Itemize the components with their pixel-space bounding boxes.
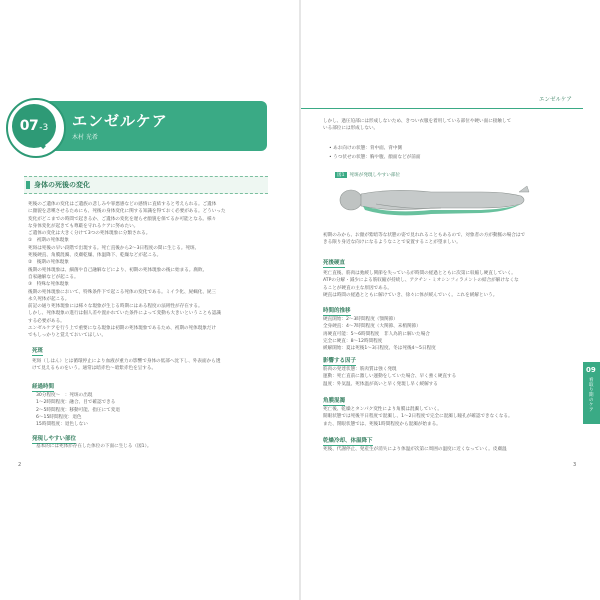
- section-marker-icon: [26, 181, 30, 189]
- text-line: 前記の通り死体現象には様々な現象が生じる時期にはある程度の法則性が存在する。: [28, 304, 203, 310]
- bullet-text: あお向けの状態：背中面、背中側: [333, 146, 403, 151]
- text-line: 死後のご遺体の変化はご遺族の悲しみや罪悪感などの感情に直結すると考えられる。ご遺体: [28, 202, 217, 207]
- text-line: 死後、代謝停止、発産生が消失により体温が次第に周囲の温度に近くなっていく。皮膚温: [323, 447, 507, 452]
- text-line: 後期の死体現象において、特殊条件下で起こる死体の変化である。ミイラ化、屍蝋化、屍三: [28, 289, 217, 295]
- text-line: 30分程度～ ：死斑の出現: [36, 393, 93, 398]
- text-line: 後期の死体現象は、細菌や自己融解などにより、初期の死体現象の後に始まる。腐敗、: [28, 267, 208, 273]
- chapter-badge: [12, 104, 56, 148]
- supine-body-figure: [331, 178, 531, 228]
- text-line: 2～5時間程度：移動可能、指圧にて変退: [36, 407, 120, 413]
- text-line: 硬直開始：2～3時間程度（顎関節）: [323, 317, 398, 322]
- text-line: ることが硬直の主な原因である。: [323, 285, 392, 291]
- text-line: 死亡直後、筋肉は弛緩し関節を失っているが時間の経過とともに次第に収縮し硬直していく。: [323, 271, 516, 276]
- text-line: エンゼルケアを行う上で重要になる現象は初期の死体現象であるため、初期の死体現象だけ: [28, 326, 217, 332]
- text-line: いる部位には形成しない。: [323, 126, 379, 132]
- body-torso: [361, 190, 524, 209]
- text-line: する必要がある。: [28, 318, 65, 324]
- text-line: 運動：死亡直前に激しい運動をしていた場合、早く強く硬直する: [323, 374, 457, 380]
- chapter-subnumber: -3: [39, 123, 49, 133]
- text-line: 全身硬直：4～7時間程度（大関節、末梢関節）: [323, 324, 421, 330]
- time-course-list: [323, 316, 436, 352]
- section-heading: [24, 176, 268, 194]
- text-line: 死斑（しはん）とは循環停止により血液が重力の影響で身体の低部へ沈下し、外表面から透: [32, 359, 221, 364]
- text-line: 死後硬直、角膜混濁、皮膚乾燥、体温降下、乾燥などが起こる。: [28, 253, 162, 259]
- site-heading: 発現しやすい部位: [32, 436, 77, 442]
- page-number-left: 2: [18, 462, 22, 468]
- site-paragraph: 基本的には死体が存在した体位の下面に生じる（図1）。: [36, 444, 152, 449]
- rigor-paragraph: [323, 270, 519, 299]
- text-line: ご遺体の変化は大きく分けて3つの死体現象に分類される。: [28, 231, 151, 237]
- chapter-number: 07: [19, 118, 39, 134]
- bullet-item: • あお向けの状態：背中面、背中側: [329, 146, 403, 151]
- text-line: 永久死体が起こる。: [28, 296, 70, 302]
- figure-caption: 死斑が発現しやすい部位: [349, 173, 401, 178]
- cooling-heading: 乾燥冷却、体温降下: [323, 438, 373, 444]
- text-line: 筋肉の発達状態：筋肉質は強く発現: [323, 367, 397, 372]
- text-line: しかし、過圧迫部には形成しないため、きつい衣服を着用している部位や硬い面に接触して: [323, 119, 512, 124]
- text-line: 15時間程度：退色しない: [36, 422, 88, 428]
- text-line: 死亡後、乾燥とタンパク変性により角膜は混濁していく。: [323, 407, 443, 412]
- chapter-side-tab: [583, 362, 600, 424]
- elapsed-time-heading: 経過時間: [32, 384, 55, 390]
- side-tab-label: 看取り期のケア: [589, 378, 594, 413]
- rigor-heading: 死後硬直: [323, 260, 346, 266]
- factors-heading: 影響する因子: [323, 358, 357, 364]
- running-head-rule: [301, 108, 583, 109]
- text-line: な身体変化が起きても尊厳を守れるケアに努めたい。: [28, 223, 139, 229]
- figure-badge: 図1: [337, 173, 345, 178]
- chapter-author: 木村 光希: [72, 134, 98, 141]
- text-line: 緩解開始：夏は死後1～3日程度、冬は死後4～5日程度: [323, 346, 436, 352]
- text-line: 再硬直可能：5～6時間程度 非人為的に解いた場合: [323, 331, 430, 337]
- text-line: ① 初期の死体現象: [28, 238, 69, 244]
- chapter-title: エンゼルケア: [72, 112, 168, 130]
- time-course-heading: 時間的推移: [323, 308, 351, 314]
- body-feet: [519, 186, 529, 192]
- text-line: 変化がどこまでの時間で起きるか、ご遺体の変化を遅らせ顔貌を保てるか可能となる。様々: [28, 216, 217, 222]
- text-line: 死斑は死後の早い段階で出現する。死亡直後から2～3日程度の間に生じる。死斑、: [28, 245, 200, 251]
- text-line: ATPの分解・減少による筋収縮が持続し、アクチン・ミオシンフィラメントの結合が解けなくな: [323, 278, 519, 284]
- text-line: 自家融解などが起こる。: [28, 274, 79, 280]
- shihan-paragraph: [32, 358, 220, 373]
- figure-paragraph: [323, 232, 525, 247]
- right-page: [301, 0, 600, 600]
- text-line: ③ 特殊な死体現象: [28, 282, 69, 288]
- section-heading-text: 身体の死後の変化: [34, 181, 90, 189]
- running-head: エンゼルケア: [539, 97, 572, 103]
- text-line: ② 後期の死体現象: [28, 260, 69, 266]
- text-line: けて見えるものをいう。通常は暗赤色～暗紫赤色を呈する。: [32, 366, 157, 372]
- text-line: また、閉眼状態では、死後1時間程度から混濁が始まる。: [323, 421, 441, 427]
- left-page: [0, 0, 299, 600]
- elapsed-time-list: [36, 392, 120, 428]
- text-line: 初期のみから、お顔が紫暗等な状態の姿で見れれることもあるので、対象者の方が動脈の場合はで: [323, 233, 526, 238]
- intro-paragraph: [28, 201, 226, 340]
- corneal-paragraph: [323, 406, 513, 428]
- corneal-heading: 角膜混濁: [323, 398, 346, 404]
- text-line: 完全に硬直：8～12時間程度: [323, 338, 383, 344]
- cooling-paragraph: [323, 446, 507, 453]
- page-number-right: 3: [573, 462, 577, 468]
- bullet-item: • うつ伏せの状態：胸や腹、顔面などが前面: [329, 155, 421, 160]
- text-line: に顔貌を悲嘆させるためにも、死後の身体変化に関する知識を得ておく必要がある。どういった: [28, 209, 226, 215]
- shihan-heading: 死斑: [32, 348, 44, 354]
- text-line: 開眼状態では死後半日程度で混濁し、1～2日程度で完全に混濁し瞳孔が確認できなくなる。: [323, 414, 513, 420]
- text-line: しかし、死体現象の進行は個人差や置かれていた条件によって変動も大きいということも認識: [28, 311, 221, 317]
- bullet-text: うつ伏せの状態：胸や腹、顔面などが前面: [333, 155, 421, 160]
- text-line: 6～15時間程度：退色: [36, 414, 82, 420]
- text-line: きる限り身近な向けになるようなことで安置することが望ましい。: [323, 240, 461, 246]
- side-tab-number: 09: [586, 366, 596, 374]
- text-line: 温度：外気温、死体温が高いと早く発現し早く緩解する: [323, 381, 438, 387]
- body-head: [340, 190, 362, 210]
- text-line: 1～2時間程度：融合、目で確認できる: [36, 400, 116, 406]
- text-line: でもしっかりと覚えておいてほしい。: [28, 333, 107, 339]
- factors-list: [323, 366, 456, 388]
- right-intro-paragraph: [323, 118, 511, 133]
- text-line: 硬直は時間の経過とともに解けていき、徐々に体が緩んでいく。これを緩解という。: [323, 292, 498, 298]
